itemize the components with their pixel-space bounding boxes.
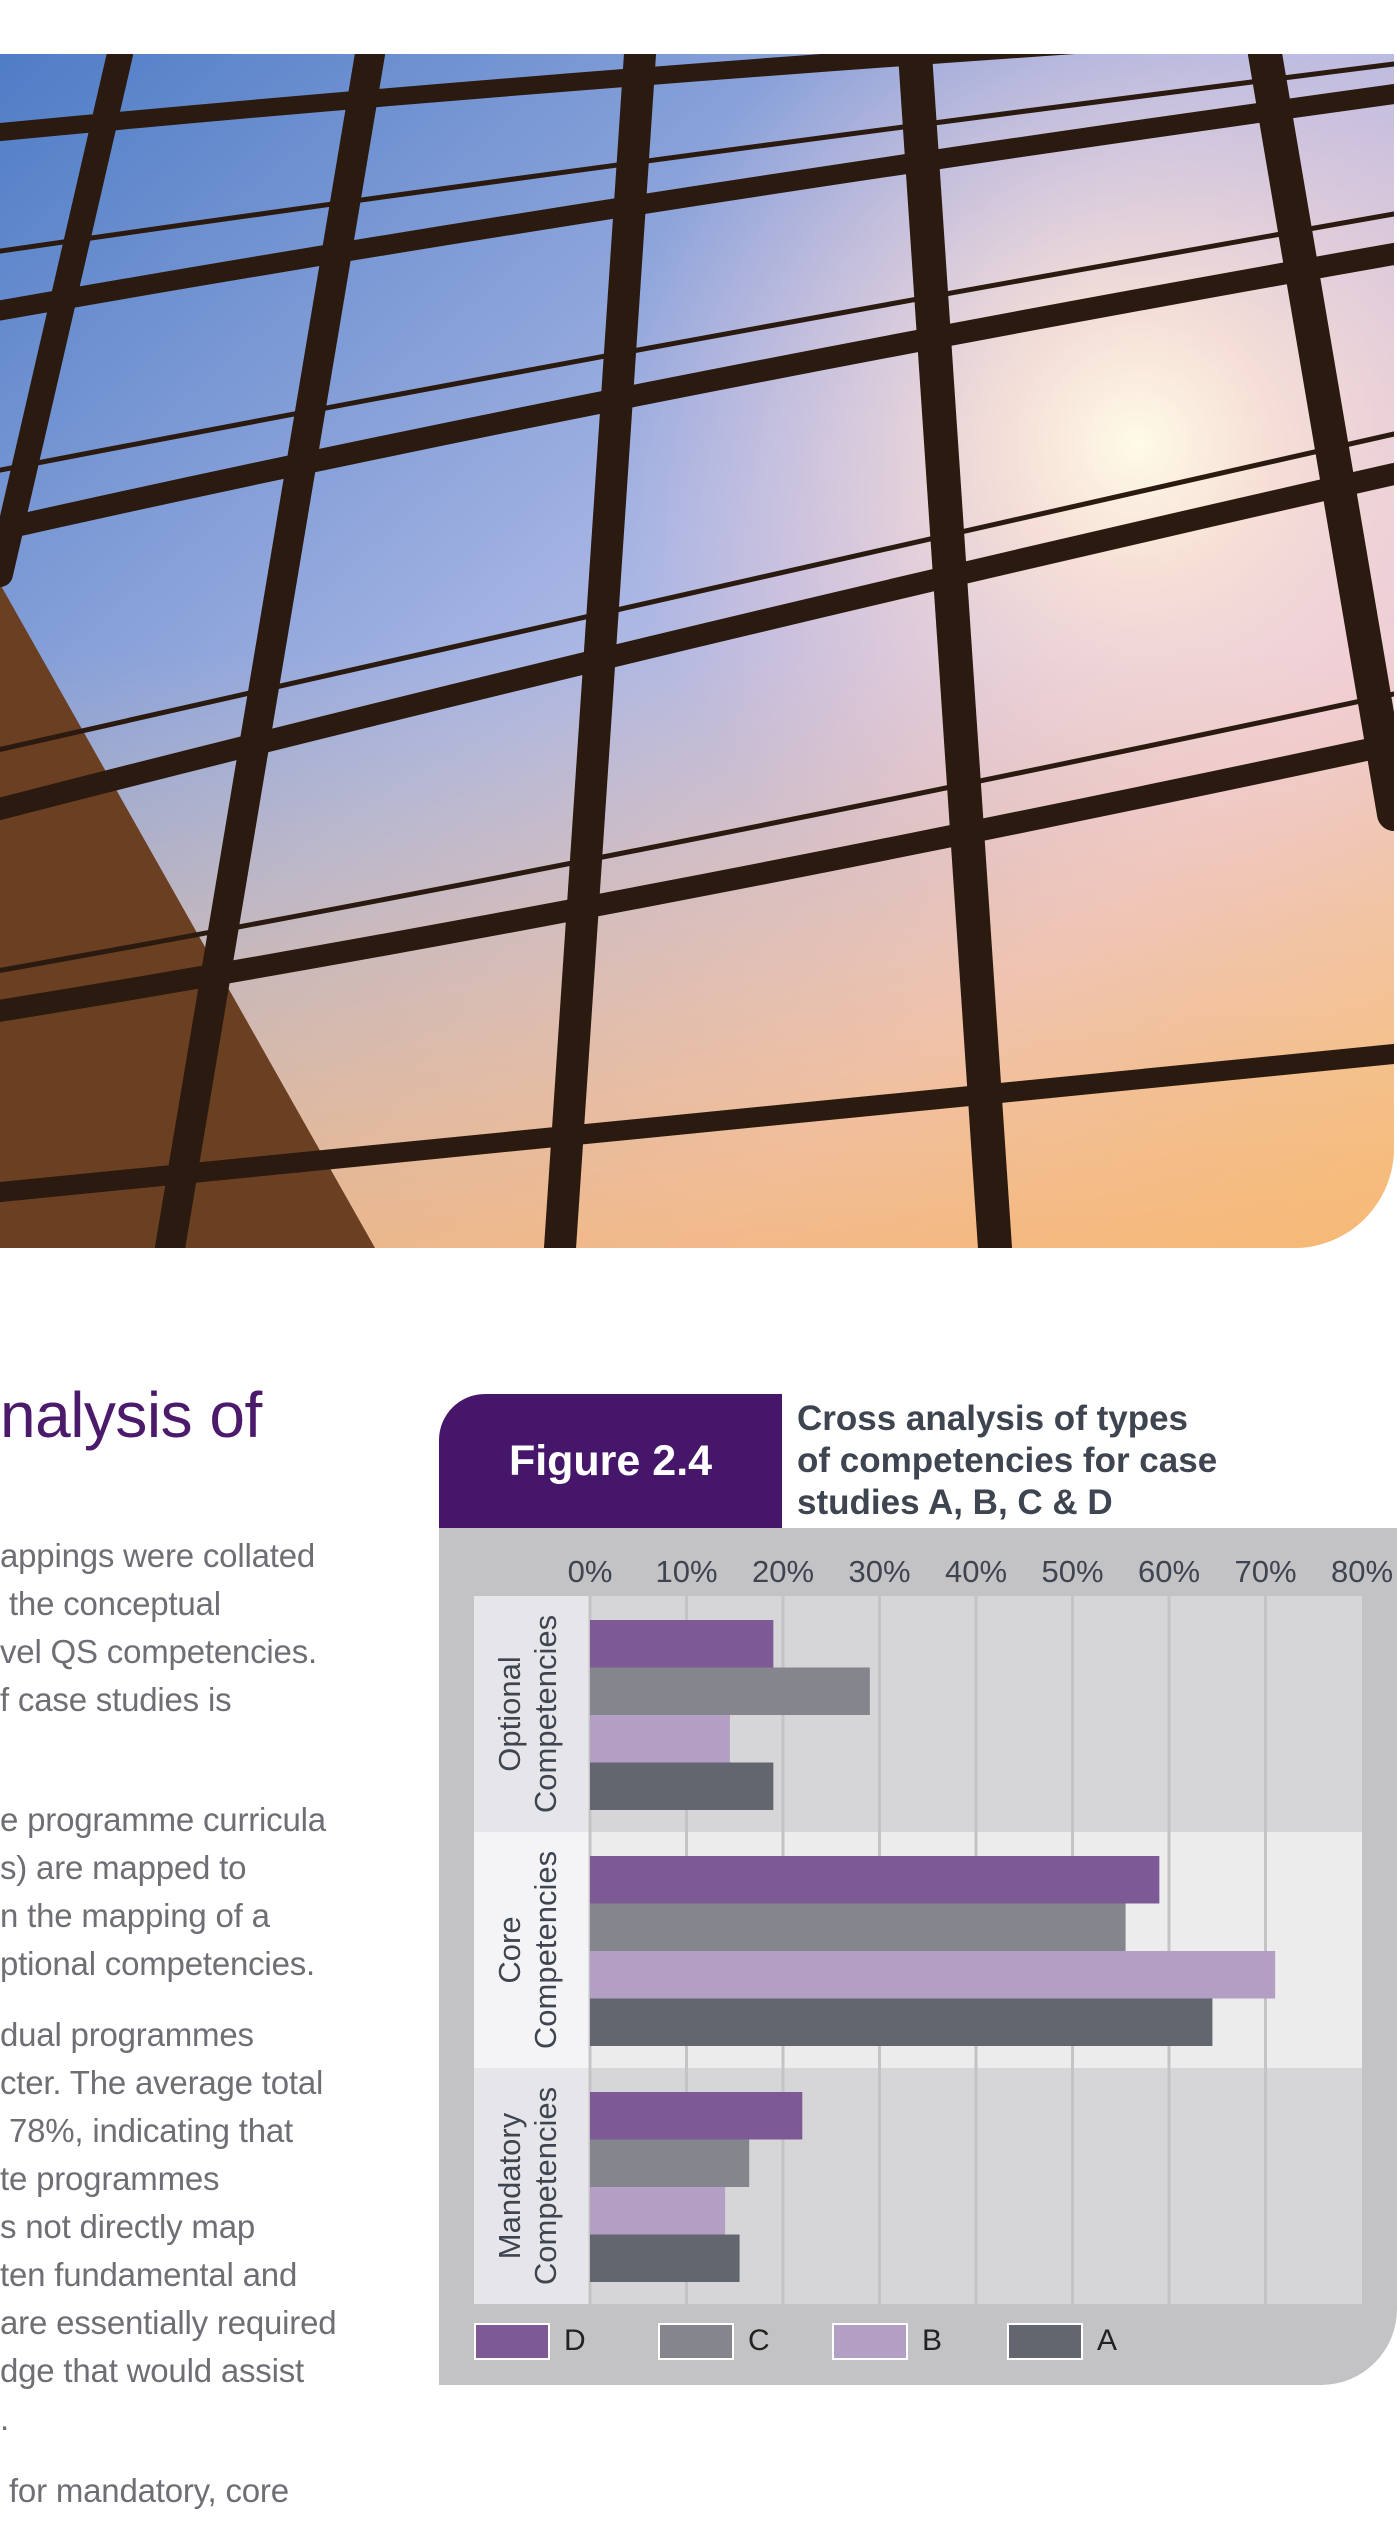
body-text-line: f case studies is (0, 1681, 232, 1718)
body-text-line: vel QS competencies. (0, 1633, 317, 1670)
bar-D-2 (590, 2092, 802, 2140)
x-tick-label: 60% (1137, 1554, 1201, 1589)
bar-A-1 (590, 1999, 1212, 2047)
x-tick-label: 0% (567, 1554, 613, 1589)
legend-label: B (922, 2324, 943, 2357)
legend-item (474, 2323, 586, 2359)
body-text-line: ptional competencies. (0, 1945, 315, 1982)
figure-title-line: studies A, B, C & D (797, 1483, 1113, 1522)
legend-item (658, 2323, 770, 2359)
bar-A-0 (590, 1763, 773, 1811)
body-text-line: te programmes (0, 2160, 220, 2197)
body-text-line: s not directly map (0, 2208, 256, 2245)
legend-label: C (748, 2324, 770, 2357)
section-heading: nalysis of (0, 1379, 262, 1451)
legend-swatch (1007, 2323, 1083, 2360)
bar-B-0 (590, 1715, 730, 1763)
body-text-line: dge that would assist (0, 2352, 304, 2389)
figure-label: Figure 2.4 (439, 1394, 782, 1528)
figure-title-line: Cross analysis of types (797, 1399, 1188, 1438)
legend-label: A (1097, 2324, 1118, 2357)
bar-B-2 (590, 2187, 725, 2235)
x-tick-label: 70% (1234, 1554, 1297, 1589)
bar-C-1 (590, 1904, 1126, 1952)
body-text-line: ten fundamental and (0, 2256, 298, 2293)
category-label: Mandatory (492, 2112, 527, 2260)
x-tick-label: 10% (655, 1554, 718, 1589)
body-text-line: n the mapping of a (0, 1897, 270, 1934)
x-tick-label: 50% (1041, 1554, 1104, 1589)
category-label: Optional (492, 1656, 527, 1772)
body-text-line: appings were collated (0, 1537, 316, 1574)
body-text-line: . (0, 2400, 9, 2437)
body-text-line: are essentially required (0, 2304, 337, 2341)
body-text-line: 78%, indicating that (0, 2112, 293, 2149)
body-text-line: e programme curricula (0, 1801, 326, 1838)
category-label: Competencies (528, 1614, 563, 1814)
category-label: Competencies (528, 1850, 563, 2050)
legend-item (832, 2323, 942, 2359)
bar-D-1 (590, 1856, 1159, 1904)
category-label: Core (492, 1916, 527, 1984)
body-text-line: the conceptual (0, 1585, 221, 1622)
bar-A-2 (590, 2235, 740, 2283)
x-tick-label: 40% (944, 1554, 1008, 1589)
body-text-line: dual programmes (0, 2016, 254, 2053)
x-tick-label: 20% (751, 1554, 815, 1589)
x-tick-label: 30% (848, 1554, 911, 1589)
bar-C-0 (590, 1668, 870, 1716)
legend-swatch (658, 2323, 734, 2360)
bar-C-2 (590, 2140, 749, 2188)
bar-B-1 (590, 1951, 1275, 1999)
body-text-line: for mandatory, core (0, 2472, 289, 2509)
figure-title-line: of competencies for case (797, 1441, 1218, 1480)
legend-swatch (474, 2323, 550, 2360)
category-label: Competencies (528, 2086, 563, 2286)
legend-label: D (564, 2324, 586, 2357)
legend-item (1007, 2323, 1117, 2359)
legend-swatch (832, 2323, 908, 2360)
body-text-line: cter. The average total (0, 2064, 324, 2101)
bar-D-0 (590, 1620, 773, 1668)
x-tick-label: 80% (1330, 1554, 1394, 1589)
body-text-line: s) are mapped to (0, 1849, 247, 1886)
